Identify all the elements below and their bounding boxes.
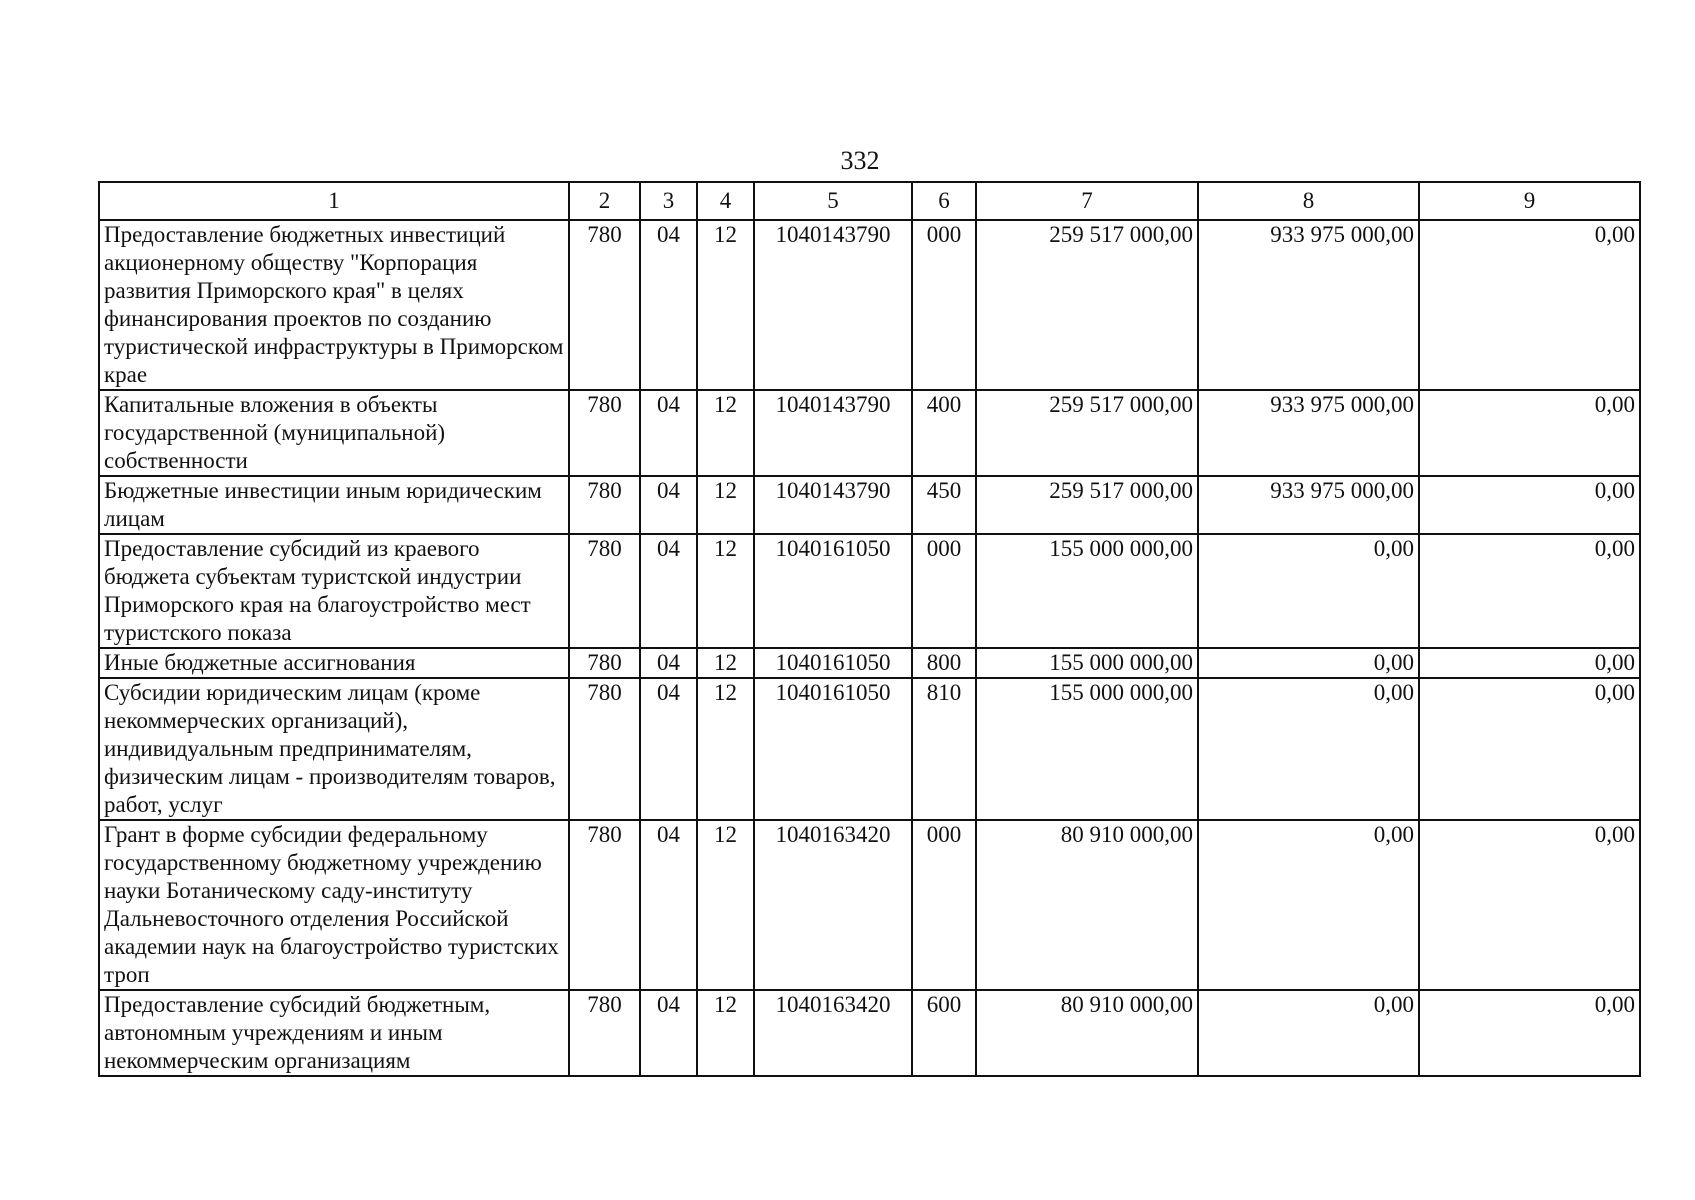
amount-col-9: 0,00: [1419, 990, 1640, 1076]
table-row: [99, 390, 1640, 476]
amount-col-8: 933 975 000,00: [1198, 390, 1419, 476]
amount-col-8: 0,00: [1198, 648, 1419, 678]
ministry-code: 780: [569, 678, 640, 820]
amount-col-7: 155 000 000,00: [976, 678, 1198, 820]
amount-col-9: 0,00: [1419, 820, 1640, 990]
header-col-1: 1: [99, 182, 569, 220]
page-number: 332: [840, 146, 880, 175]
subsection-code: 12: [697, 476, 754, 534]
row-description: Предоставление субсидий из краевого бюджета субъектам туристской индустрии Приморского края на благоустройство мест туристского показа: [99, 534, 569, 648]
section-code: 04: [640, 990, 697, 1076]
expense-type-code: 000: [912, 820, 976, 990]
subsection-code: 12: [697, 390, 754, 476]
amount-col-9: 0,00: [1419, 220, 1640, 390]
amount-col-9: 0,00: [1419, 648, 1640, 678]
header-col-4: 4: [697, 182, 754, 220]
amount-col-7: 80 910 000,00: [976, 990, 1198, 1076]
table-row: [99, 820, 1640, 990]
section-code: 04: [640, 476, 697, 534]
amount-col-7: 155 000 000,00: [976, 648, 1198, 678]
amount-col-7: 259 517 000,00: [976, 390, 1198, 476]
subsection-code: 12: [697, 678, 754, 820]
ministry-code: 780: [569, 990, 640, 1076]
header-col-3: 3: [640, 182, 697, 220]
expense-type-code: 450: [912, 476, 976, 534]
amount-col-8: 933 975 000,00: [1198, 220, 1419, 390]
subsection-code: 12: [697, 220, 754, 390]
header-row: [99, 182, 1640, 220]
row-description: Капитальные вложения в объекты государственной (муниципальной) собственности: [99, 390, 569, 476]
amount-col-7: 259 517 000,00: [976, 220, 1198, 390]
target-article-code: 1040163420: [754, 820, 912, 990]
subsection-code: 12: [697, 648, 754, 678]
table-row: [99, 220, 1640, 390]
table-row: [99, 648, 1640, 678]
header-col-7: 7: [976, 182, 1198, 220]
subsection-code: 12: [697, 990, 754, 1076]
expense-type-code: 810: [912, 678, 976, 820]
expense-type-code: 400: [912, 390, 976, 476]
row-description: Предоставление бюджетных инвестиций акционерному обществу "Корпорация развития Приморского края" в целях финансирования проектов по созданию туристической инфраструктуры в Приморском крае: [99, 220, 569, 390]
header-col-2: 2: [569, 182, 640, 220]
amount-col-9: 0,00: [1419, 534, 1640, 648]
ministry-code: 780: [569, 476, 640, 534]
ministry-code: 780: [569, 390, 640, 476]
section-code: 04: [640, 648, 697, 678]
table-row: [99, 678, 1640, 820]
budget-table: [98, 181, 1641, 1077]
row-description: Бюджетные инвестиции иным юридическим лицам: [99, 476, 569, 534]
target-article-code: 1040163420: [754, 990, 912, 1076]
section-code: 04: [640, 534, 697, 648]
ministry-code: 780: [569, 648, 640, 678]
table-row: [99, 534, 1640, 648]
header-col-6: 6: [912, 182, 976, 220]
header-col-8: 8: [1198, 182, 1419, 220]
ministry-code: 780: [569, 220, 640, 390]
target-article-code: 1040161050: [754, 534, 912, 648]
amount-col-8: 0,00: [1198, 678, 1419, 820]
row-description: Предоставление субсидий бюджетным, автономным учреждениям и иным некоммерческим организациям: [99, 990, 569, 1076]
amount-col-7: 155 000 000,00: [976, 534, 1198, 648]
amount-col-7: 259 517 000,00: [976, 476, 1198, 534]
header-col-5: 5: [754, 182, 912, 220]
row-description: Иные бюджетные ассигнования: [99, 648, 569, 678]
section-code: 04: [640, 678, 697, 820]
expense-type-code: 800: [912, 648, 976, 678]
header-col-9: 9: [1419, 182, 1640, 220]
row-description: Грант в форме субсидии федеральному государственному бюджетному учреждению науки Ботаническому саду-институту Дальневосточного отделения Российской академии наук на благоустройство туристских троп: [99, 820, 569, 990]
subsection-code: 12: [697, 534, 754, 648]
section-code: 04: [640, 820, 697, 990]
ministry-code: 780: [569, 820, 640, 990]
table-row: [99, 476, 1640, 534]
target-article-code: 1040143790: [754, 390, 912, 476]
target-article-code: 1040161050: [754, 648, 912, 678]
table-row: [99, 990, 1640, 1076]
amount-col-9: 0,00: [1419, 678, 1640, 820]
amount-col-9: 0,00: [1419, 390, 1640, 476]
amount-col-8: 0,00: [1198, 990, 1419, 1076]
row-description: Субсидии юридическим лицам (кроме некоммерческих организаций), индивидуальным предпринимателям, физическим лицам - производителям товаров, работ, услуг: [99, 678, 569, 820]
amount-col-7: 80 910 000,00: [976, 820, 1198, 990]
section-code: 04: [640, 220, 697, 390]
target-article-code: 1040143790: [754, 220, 912, 390]
expense-type-code: 000: [912, 534, 976, 648]
amount-col-9: 0,00: [1419, 476, 1640, 534]
section-code: 04: [640, 390, 697, 476]
amount-col-8: 0,00: [1198, 534, 1419, 648]
amount-col-8: 933 975 000,00: [1198, 476, 1419, 534]
expense-type-code: 600: [912, 990, 976, 1076]
expense-type-code: 000: [912, 220, 976, 390]
target-article-code: 1040143790: [754, 476, 912, 534]
subsection-code: 12: [697, 820, 754, 990]
target-article-code: 1040161050: [754, 678, 912, 820]
amount-col-8: 0,00: [1198, 820, 1419, 990]
ministry-code: 780: [569, 534, 640, 648]
